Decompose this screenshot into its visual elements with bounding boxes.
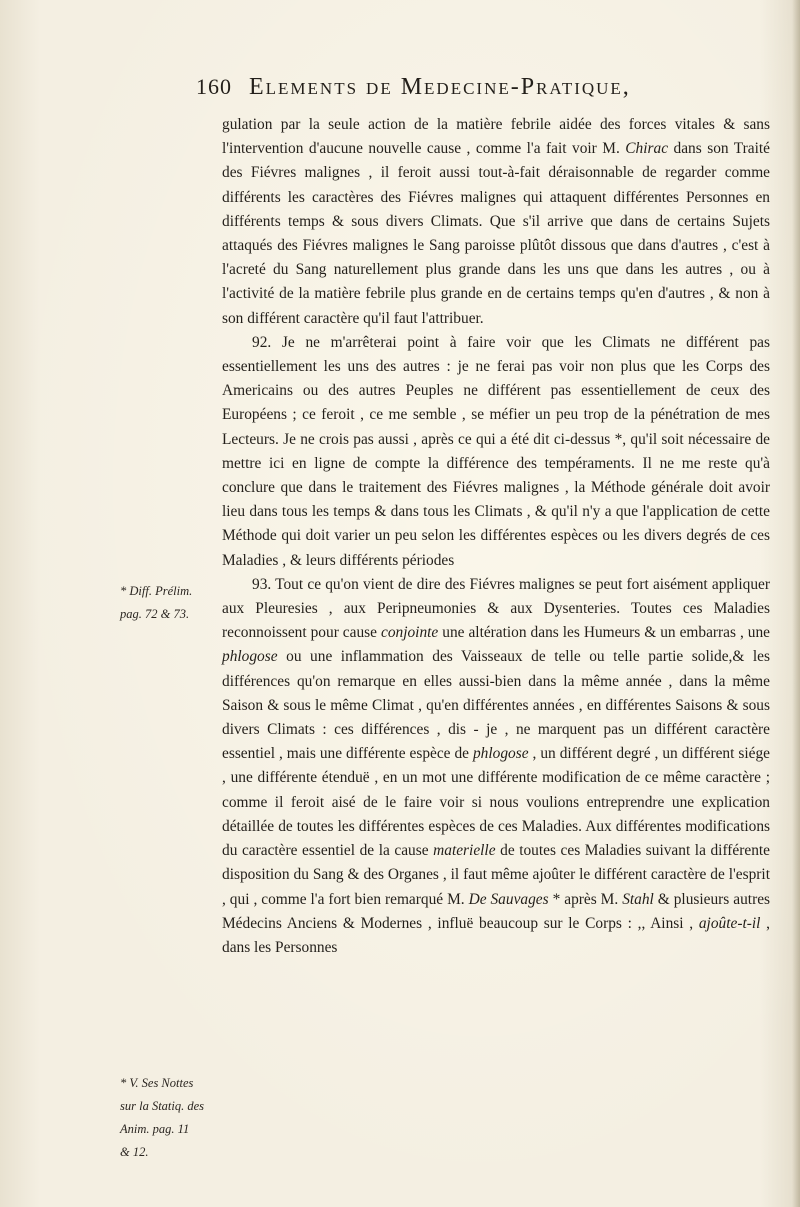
main-text xyxy=(222,113,770,960)
p3-text-d: , un différent degré , un différent siége , une différente étenduë , en un mot une différente modification de ce même caractère ; comme il feroit aisé de le faire voir si nous voulions entreprendre une explication détaillée de toutes les différentes espèces de ces Maladies. Aux différentes modifications du caractère essentiel de la cause xyxy=(222,745,770,860)
running-title: Elements de Medecine-Pratique, xyxy=(249,74,631,100)
margin-note-line: Anim. pag. 11 xyxy=(120,1122,190,1136)
p1-text-a: gulation par la seule action de la matière febrile aidée des forces vitales & sans l'intervention d'aucune nouvelle cause , comme l'a fait voir M. xyxy=(222,116,770,158)
author-chirac: Chirac xyxy=(625,140,669,158)
page-edge-shadow xyxy=(792,0,800,1207)
margin-note-prelim xyxy=(120,580,230,626)
p3-italic-phlogose-1: phlogose xyxy=(222,648,278,666)
page-number: 160 xyxy=(196,74,232,99)
p3-italic-stahl: Stahl xyxy=(622,890,654,908)
paragraph-continued xyxy=(222,113,770,331)
margin-note-line: sur la Statiq. des xyxy=(120,1099,205,1113)
p3-italic-phlogose-2: phlogose xyxy=(472,745,529,763)
p3-italic-sauvages: De Sauvages xyxy=(468,890,549,908)
margin-note-nottes xyxy=(120,1072,230,1164)
p3-italic-materielle: materielle xyxy=(433,842,496,860)
p3-text-c: ou une inflammation des Vaisseaux de telle ou telle partie solide,& les différences qu'on remarque en elles aussi-bien dans la même année , dans la même Saison & sous le même Climat , qu'en différentes années , en différentes Saisons & sous divers Climats : ces différences , dis - je , ne marquent pas un différent caractère essentiel , mais une différente espèce de xyxy=(222,648,770,763)
p1-text-b: dans son Traité des Fiévres malignes , il feroit aussi tout-à-fait déraisonnable de regarder comme différents les caractères des Fiévres malignes qui attaquent différentes Personnes en différents temps & sous divers Climats. Que s'il arrive que dans de certains Sujets attaqués des Fiévres malignes le Sang paroisse plûtôt dissous que dans d'autres , c'est à l'acreté du Sang naturellement plus grande dans les uns que dans les autres , ou à l'activité de la matière febrile plus grande en de certains temps qu'en d'autres , & non à son différent caractère qu'il faut l'attribuer. xyxy=(222,140,770,327)
paragraph-92: 92. Je ne m'arrêterai point à faire voir que les Climats ne différent pas essentiellement les uns des autres : je ne ferai pas voir non plus que les Corps des Americains ou des autres Peuples ne différent pas essentiellement de ceux des Européens ; ce feroit , ce me semble , se méfier un peu trop de la pénétration de mes Lecteurs. Je ne crois pas aussi , après ce qui a été dit ci-dessus *, qu'il soit nécessaire de mettre ici en ligne de compte la différence des tempéraments. Il ne me reste qu'à conclure que dans le traitement des Fiévres malignes , la Méthode générale doit avoir lieu dans tous les temps & dans tous les Climats , & qu'il n'y a que l'application de cette Méthode qui doit varier un peu selon les différentes espèces ou les divers degrés de ces Maladies , & leurs différents périodes xyxy=(222,333,770,569)
margin-note-line: & 12. xyxy=(120,1145,149,1159)
p3-italic-ajoute: ajoûte-t-il xyxy=(698,914,761,932)
p3-italic-conjointe: conjointe xyxy=(380,624,439,642)
p3-text-a: 93. Tout ce qu'on vient de dire des Fiévres malignes se peut fort aisément appliquer aux Pleuresies , aux Peripneumonies & aux Dysenteries. Toutes ces Maladies reconnoissent pour cause xyxy=(222,575,770,642)
margin-note-line: pag. 72 & 73. xyxy=(120,607,190,621)
p3-text-b: une altération dans les Humeurs & un embarras , une xyxy=(438,624,771,642)
p3-text-f: * après M. xyxy=(548,890,623,908)
paragraph-93 xyxy=(222,573,770,960)
running-head xyxy=(196,74,756,101)
p3-text-g: & plusieurs autres Médecins Anciens & Modernes , influë beaucoup sur le Corps : ,, Ainsi , xyxy=(222,890,771,932)
p3-text-e: de toutes ces Maladies suivant la différente disposition du Sang & des Organes , il faut même ajoûter le différent caractère de l'esprit , qui , comme l'a fort bien remarqué M. xyxy=(222,842,771,908)
p3-text-h: , dans les Personnes xyxy=(222,914,770,956)
margin-note-line: * V. Ses Nottes xyxy=(120,1076,194,1090)
margin-note-line: * Diff. Prélim. xyxy=(120,584,193,598)
